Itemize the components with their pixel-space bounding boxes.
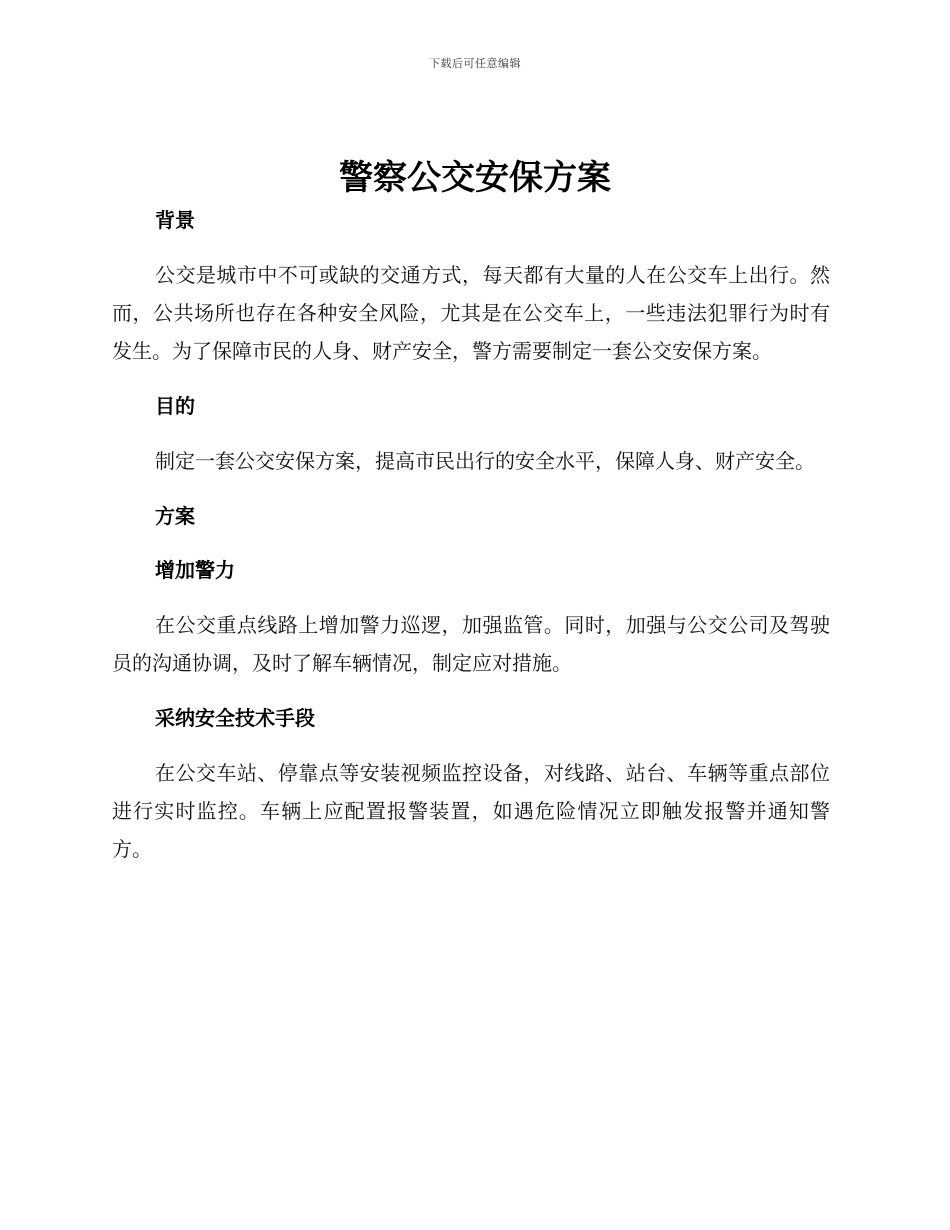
section-heading-police: 增加警力 [155,558,235,582]
section-heading-background: 背景 [155,208,195,232]
section-paragraph-technology: 在公交车站、停靠点等安装视频监控设备，对线路、站台、车辆等重点部位进行实时监控。车辆上应配置报警装置，如遇危险情况立即触发报警并通知警方。 [112,761,830,861]
page-header: 下载后可任意编辑 [429,57,521,70]
document-body [112,206,830,868]
document-title: 警察公交安保方案 [339,158,611,198]
section-heading-plan: 方案 [155,504,195,528]
section-heading-purpose: 目的 [155,394,195,418]
section-paragraph-background: 公交是城市中不可或缺的交通方式，每天都有大量的人在公交车上出行。然而，公共场所也存在各种安全风险，尤其是在公交车上，一些违法犯罪行为时有发生。为了保障市民的人身、财产安全，警方需要制定一套公交安保方案。 [112,263,830,363]
section-paragraph-purpose: 制定一套公交安保方案，提高市民出行的安全水平，保障人身、财产安全。 [155,449,815,473]
section-heading-technology: 采纳安全技术手段 [155,706,315,730]
section-paragraph-police: 在公交重点线路上增加警力巡逻，加强监管。同时，加强与公交公司及驾驶员的沟通协调，及时了解车辆情况，制定应对措施。 [112,613,830,675]
